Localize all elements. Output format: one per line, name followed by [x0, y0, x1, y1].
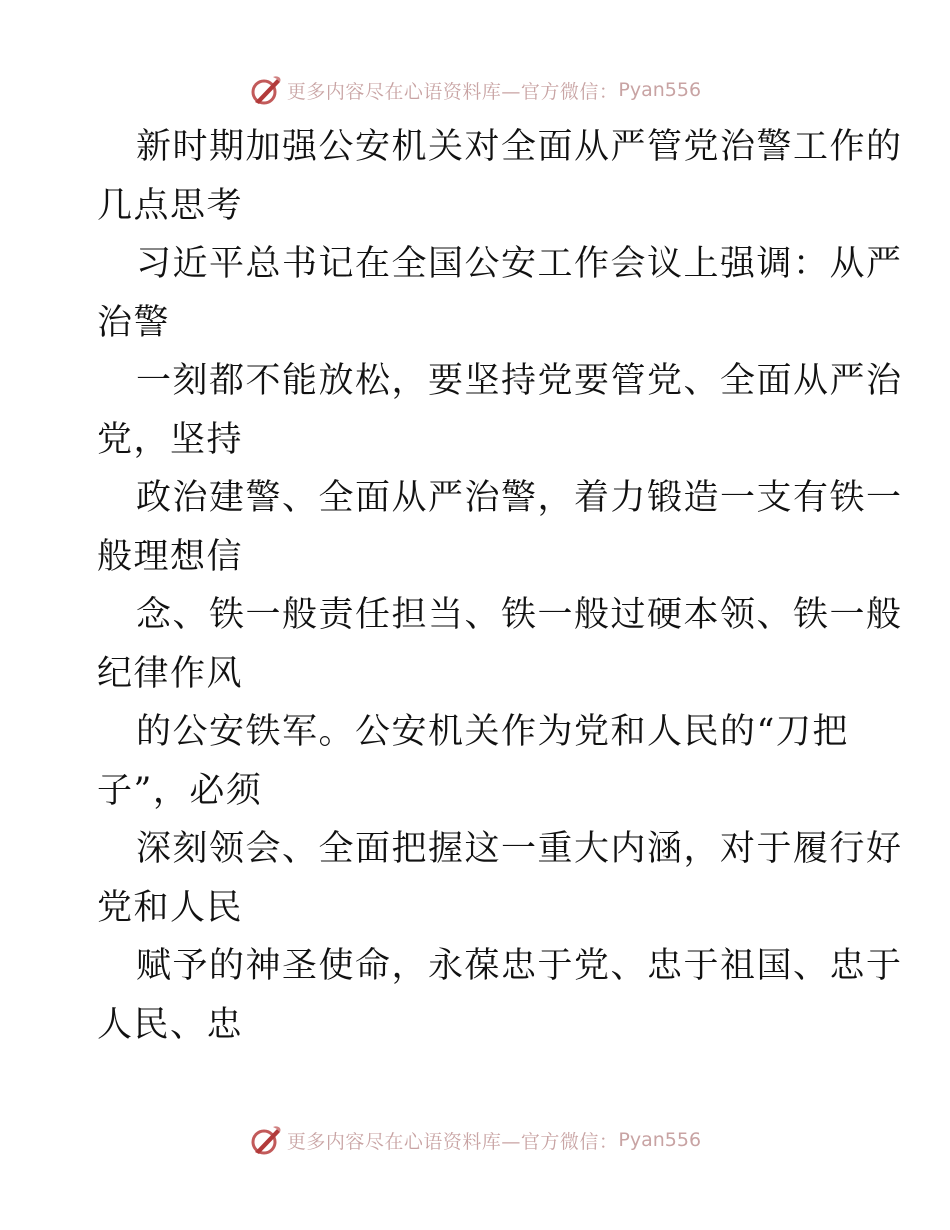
paragraph-line: 人民、忠 — [97, 1004, 244, 1045]
footer-watermark — [0, 1120, 950, 1160]
paragraph-line: 般理想信 — [97, 536, 244, 577]
paragraph-line: 深刻领会、全面把握这一重大内涵，对于履行好 — [136, 829, 903, 869]
paragraph — [97, 820, 903, 937]
paragraph-line: 党，坚持 — [97, 419, 244, 460]
paragraph-line: 子”，必须 — [97, 770, 263, 811]
paragraph — [97, 703, 857, 820]
paragraph — [97, 235, 903, 352]
paragraph — [97, 937, 903, 1054]
paragraph — [97, 352, 903, 469]
paragraph-line: 赋予的神圣使命，永葆忠于党、忠于祖国、忠于 — [136, 946, 903, 986]
watermark-text: 更多内容尽在心语资料库—官方微信： — [286, 1130, 619, 1153]
paragraph-line: 纪律作风 — [97, 653, 244, 694]
quill-pen-circle-icon — [249, 73, 283, 107]
document-body — [97, 118, 903, 1054]
paragraph-line: 几点思考 — [97, 185, 244, 226]
quill-pen-circle-icon — [249, 1123, 283, 1157]
paragraph-line: 党和人民 — [97, 887, 244, 928]
paragraph-line: 一刻都不能放松，要坚持党要管党、全面从严治 — [136, 361, 903, 401]
paragraph-line: 的公安铁军。公安机关作为党和人民的“刀把 — [136, 712, 849, 752]
paragraph — [97, 586, 903, 703]
watermark-wechat-id: Pyan556 — [618, 79, 702, 101]
watermark-wechat-id: Pyan556 — [618, 1129, 702, 1151]
paragraph-line: 治警 — [97, 302, 171, 343]
paragraph-line: 政治建警、全面从严治警，着力锻造一支有铁一 — [136, 478, 903, 518]
paragraph — [97, 118, 903, 235]
paragraph — [97, 469, 903, 586]
paragraph-line: 习近平总书记在全国公安工作会议上强调：从严 — [136, 244, 903, 284]
paragraph-line: 念、铁一般责任担当、铁一般过硬本领、铁一般 — [136, 595, 903, 635]
watermark-text: 更多内容尽在心语资料库—官方微信： — [286, 80, 619, 103]
paragraph-line: 新时期加强公安机关对全面从严管党治警工作的 — [136, 127, 903, 167]
header-watermark — [0, 70, 950, 110]
